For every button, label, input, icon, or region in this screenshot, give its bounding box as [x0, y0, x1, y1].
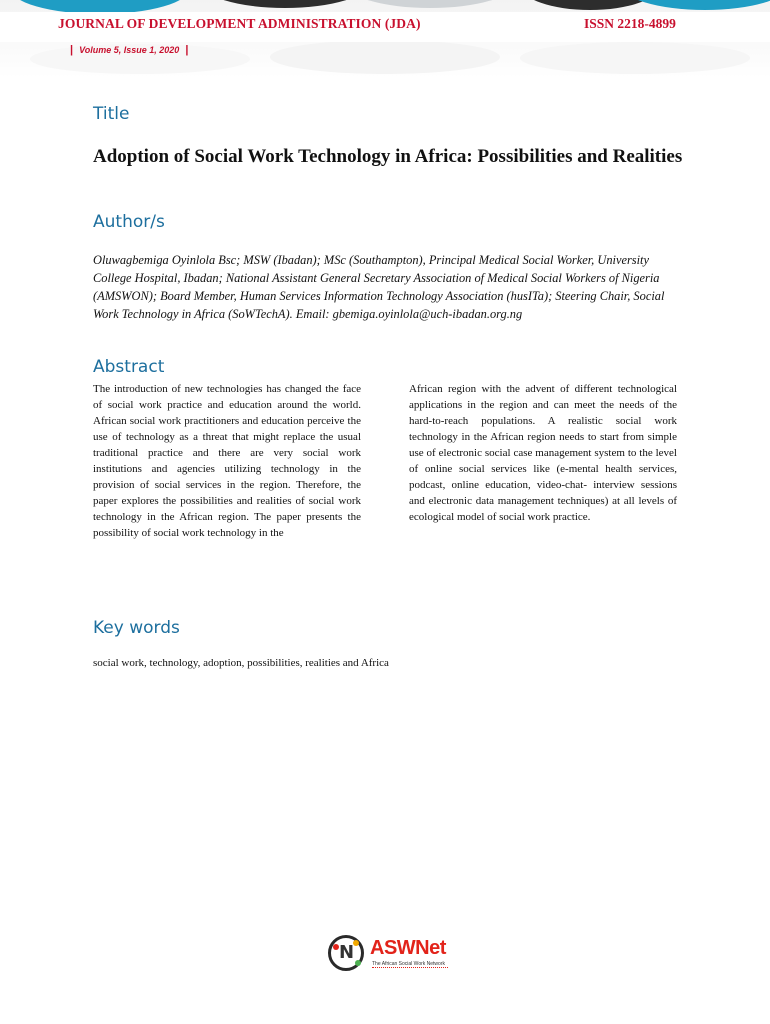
aswnet-logo [328, 935, 458, 977]
volume-divider: | [185, 44, 189, 56]
header-decoration [345, 0, 515, 8]
logo-name: ASWNet [370, 937, 446, 959]
keywords-text: social work, technology, adoption, possibilities, realities and Africa [93, 657, 389, 669]
authors-heading: Author/s [93, 212, 165, 232]
header-decoration [200, 0, 370, 8]
keywords-heading: Key words [93, 618, 180, 638]
paper-title: Adoption of Social Work Technology in Africa: Possibilities and Realities [93, 146, 683, 167]
volume-text: Volume 5, Issue 1, 2020 [79, 45, 180, 55]
header-decoration [620, 0, 770, 10]
journal-name: JOURNAL OF DEVELOPMENT ADMINISTRATION (JDA) [58, 16, 421, 31]
header-band [0, 0, 770, 78]
logo-dot [355, 960, 361, 966]
header-decoration [520, 0, 660, 10]
abstract-heading: Abstract [93, 357, 165, 377]
aswnet-logo-icon [328, 935, 364, 971]
volume-info [64, 44, 194, 56]
issn: ISSN 2218-4899 [584, 16, 676, 31]
logo-letter: N [339, 942, 355, 963]
authors-text: Oluwagbemiga Oyinlola Bsc; MSW (Ibadan); MSc (Southampton), Principal Medical Social Worker, University College Hospital, Ibadan; National Assistant General Secretary Association of Medical Social Workers of Nigeria (AMSWON); Board Member, Human Services Information Technology Association (husITa); Steering Chair, Social Work Technology in Africa (SoWTechA). Email: gbemiga.oyinlola@uch-ibadan.org.ng [93, 253, 665, 321]
abstract-column-2: African region with the advent of different technological applications in the region and can meet the needs of the hard-to-reach populations. A realistic social work technology in the African region needs to start from simple use of electronic social case management system to the level of online social services like (e-mental health services, podcast, online education, video-chat- interview sessions and electronic data management techniques) at all levels of ecological model of social work practice. [409, 383, 677, 523]
volume-divider: | [70, 44, 74, 56]
title-heading: Title [93, 104, 130, 124]
header-decoration [520, 42, 750, 74]
abstract-column-1: The introduction of new technologies has changed the face of social work practice and education around the world. African social work practitioners and education perceive the use of technology as a threat that might replace the usual traditional practice and there are very social work institutions and agencies utilizing technology in the provision of social services in the region. Therefore, the paper explores the possibilities and realities of social work technology in the African region. The paper presents the possibility of social work technology in the [93, 383, 361, 539]
logo-tagline: The African Social Work Network [372, 961, 448, 968]
header-decoration [270, 40, 500, 74]
